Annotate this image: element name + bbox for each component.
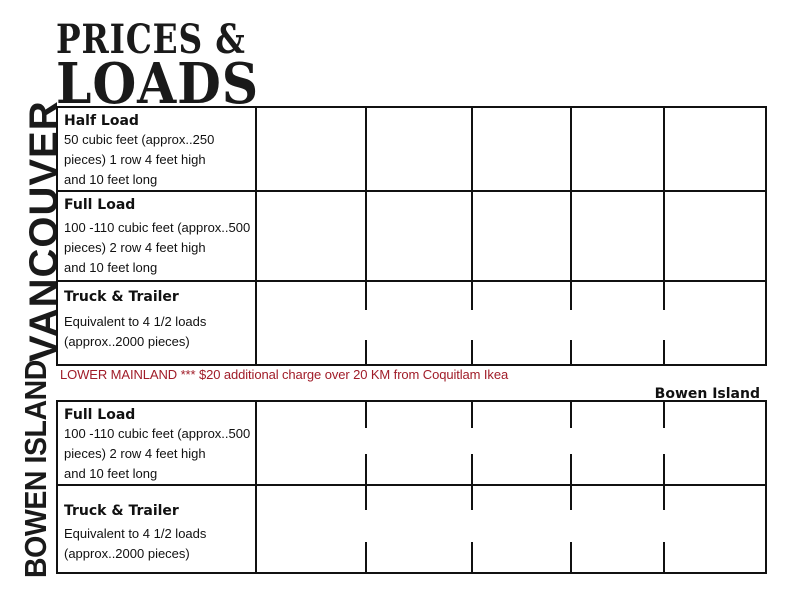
column-divider bbox=[570, 282, 572, 310]
column-divider bbox=[471, 402, 473, 428]
row-desc-line: 50 cubic feet (approx..250 bbox=[64, 132, 215, 147]
surcharge-note: LOWER MAINLAND *** $20 additional charge over 20 KM from Coquitlam Ikea bbox=[60, 367, 509, 382]
column-divider bbox=[663, 282, 665, 310]
column-divider bbox=[663, 402, 665, 428]
column-divider bbox=[365, 402, 367, 428]
column-divider bbox=[255, 108, 257, 364]
row-desc-line: 100 -110 cubic feet (approx..500 bbox=[64, 220, 251, 235]
row-title: Truck & Trailer bbox=[64, 503, 179, 519]
column-divider bbox=[471, 486, 473, 510]
column-divider bbox=[471, 454, 473, 486]
table-row-truck-trailer bbox=[58, 486, 765, 572]
row-desc-line: Equivalent to 4 1/2 loads bbox=[64, 526, 207, 541]
bowen-price-grid bbox=[56, 400, 767, 574]
row-desc-line: (approx..2000 pieces) bbox=[64, 546, 190, 561]
row-label-cell bbox=[64, 502, 254, 564]
column-divider bbox=[663, 340, 665, 364]
vancouver-price-grid bbox=[56, 106, 767, 366]
column-divider bbox=[365, 486, 367, 510]
row-desc-line: pieces) 2 row 4 feet high bbox=[64, 446, 206, 461]
column-divider bbox=[471, 340, 473, 364]
column-divider bbox=[663, 542, 665, 572]
row-label-cell bbox=[64, 288, 254, 352]
table-row-full-load bbox=[58, 402, 765, 486]
row-desc-line: pieces) 2 row 4 feet high bbox=[64, 240, 206, 255]
page-title-line1: PRICES & bbox=[56, 16, 246, 63]
row-label-cell bbox=[64, 406, 254, 484]
column-divider bbox=[365, 108, 367, 282]
column-divider bbox=[570, 542, 572, 572]
table-row-truck-trailer bbox=[58, 282, 765, 366]
section-label-bowen: BOWEN ISLAND bbox=[18, 360, 53, 578]
column-divider bbox=[570, 402, 572, 428]
row-label-cell bbox=[64, 112, 254, 190]
row-desc-line: and 10 feet long bbox=[64, 172, 158, 187]
row-title: Truck & Trailer bbox=[64, 289, 179, 305]
column-divider bbox=[365, 542, 367, 572]
column-divider bbox=[255, 402, 257, 572]
section-label-vancouver: VANCOUVER bbox=[22, 100, 66, 362]
column-divider bbox=[663, 108, 665, 282]
column-divider bbox=[570, 340, 572, 364]
column-divider bbox=[570, 108, 572, 282]
column-divider bbox=[570, 486, 572, 510]
column-divider bbox=[471, 282, 473, 310]
table-row-full-load bbox=[58, 192, 765, 282]
column-divider bbox=[663, 486, 665, 510]
row-desc-line: 100 -110 cubic feet (approx..500 bbox=[64, 426, 251, 441]
row-title: Full Load bbox=[64, 197, 136, 213]
row-desc-line: and 10 feet long bbox=[64, 260, 158, 275]
column-divider bbox=[570, 454, 572, 486]
row-title: Full Load bbox=[64, 407, 136, 423]
row-desc-line: (approx..2000 pieces) bbox=[64, 334, 190, 349]
table-row-half-load bbox=[58, 108, 765, 192]
row-desc-line: pieces) 1 row 4 feet high bbox=[64, 152, 206, 167]
row-desc-line: and 10 feet long bbox=[64, 466, 158, 481]
row-desc-line: Equivalent to 4 1/2 loads bbox=[64, 314, 207, 329]
column-divider bbox=[365, 454, 367, 486]
page-title-line2: LOADS bbox=[56, 51, 260, 117]
column-divider bbox=[663, 454, 665, 486]
column-divider bbox=[365, 340, 367, 364]
column-divider bbox=[471, 108, 473, 282]
column-divider bbox=[471, 542, 473, 572]
row-label-cell bbox=[64, 196, 254, 278]
bowen-island-header: Bowen Island bbox=[654, 386, 760, 402]
row-title: Half Load bbox=[64, 113, 139, 129]
column-divider bbox=[365, 282, 367, 310]
